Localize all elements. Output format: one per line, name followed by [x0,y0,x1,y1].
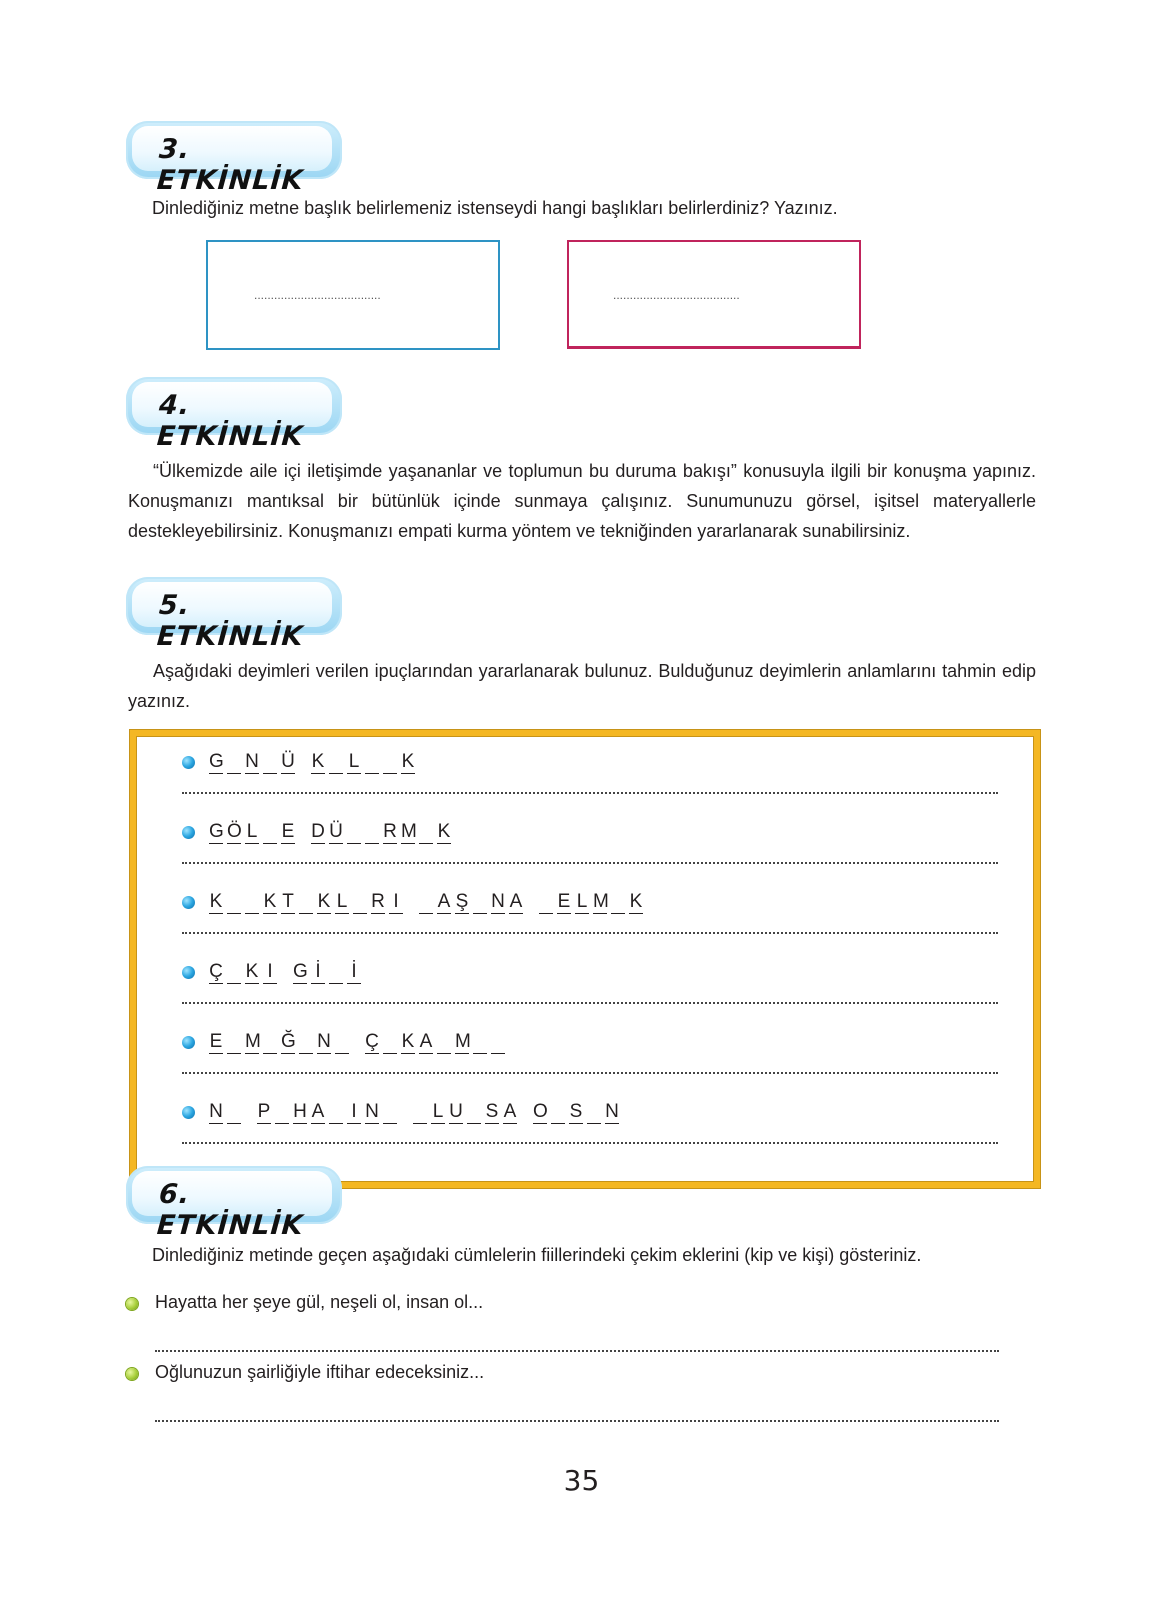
letter-slot: Ö [227,820,242,842]
letter-slot: T [282,890,294,912]
answer-line[interactable] [182,792,998,794]
green-bullet-icon [126,1298,138,1310]
idiom-puzzle-row [182,818,455,846]
letter-slot: N [317,1030,331,1052]
blank-slot[interactable] [383,1101,397,1124]
blue-bullet-icon [182,756,195,769]
blank-slot[interactable] [437,1031,451,1054]
letter-slot: I [389,891,403,914]
green-bullet-icon [126,1368,138,1380]
letter-slot: U [449,1100,463,1122]
letter-slot: N [365,1100,379,1122]
letter-slot: M [401,820,417,842]
letter-slot: S [569,1100,583,1122]
activity-5-instruction: Aşağıdaki deyimleri verilen ipuçlarından yararlanarak bulunuz. Bulduğunuz deyimlerin anlamlarını tahmin edip yazınız. [128,661,1036,711]
blank-slot[interactable] [227,751,241,774]
letter-slot: İ [347,961,361,984]
idiom-letters [209,961,365,984]
idiom-letters [209,891,647,914]
blank-slot[interactable] [227,1101,241,1124]
blue-bullet-icon [182,1036,195,1049]
letter-slot: K [317,890,331,912]
answer-line[interactable] [155,1420,999,1422]
blank-slot[interactable] [467,1101,481,1124]
blue-bullet-icon [182,1106,195,1119]
blank-slot[interactable] [491,1031,505,1054]
activity-5-title: 5. ETKİNLİK [155,590,305,652]
blank-slot[interactable] [263,821,277,844]
letter-slot: M [245,1030,261,1052]
answer-line[interactable] [182,1002,998,1004]
letter-slot: N [245,750,259,772]
sentence-item: Oğlunuzun şairliğiyle iftihar edeceksiniz... [155,1362,485,1382]
blank-slot[interactable] [383,1031,397,1054]
blank-slot[interactable] [413,1101,427,1124]
activity-3-instruction: Dinlediğiniz metne başlık belirlemeniz istenseydi hangi başlıkları belirlerdiniz? Yazınız. [152,198,838,218]
activity-6-badge [126,1166,342,1241]
blank-slot[interactable] [539,891,553,914]
blank-slot[interactable] [347,821,361,844]
letter-slot: N [491,890,505,912]
letter-slot: E [557,890,571,912]
letter-slot: L [576,890,588,912]
letter-slot: K [311,750,325,772]
letter-slot: L [348,750,360,772]
letter-slot: K [437,820,451,842]
blank-slot[interactable] [353,891,367,914]
letter-slot: N [209,1100,223,1122]
answer-line[interactable] [182,862,998,864]
blank-slot[interactable] [587,1101,601,1124]
blue-bullet-icon [182,966,195,979]
letter-slot: A [419,1030,433,1052]
letter-slot: I [347,1101,361,1124]
letter-slot: A [503,1100,517,1122]
letter-slot: P [257,1100,271,1122]
idiom-puzzle-row [182,1098,623,1126]
activity-3-badge [126,121,342,196]
idiom-letters [209,1031,509,1054]
answer-line[interactable] [182,932,998,934]
activity-5-badge [126,577,342,652]
blank-slot[interactable] [383,751,397,774]
blank-slot[interactable] [263,1031,277,1054]
idiom-puzzle-row [182,748,419,776]
blank-slot[interactable] [275,1101,289,1124]
letter-slot: G [209,820,224,842]
letter-slot: L [336,890,348,912]
letter-slot: Ü [329,820,343,842]
idiom-letters [209,751,419,774]
blank-slot[interactable] [335,1031,349,1054]
letter-slot: D [311,820,325,842]
blank-slot[interactable] [245,891,259,914]
answer-line[interactable] [182,1142,998,1144]
blank-slot[interactable] [365,751,379,774]
letter-slot: İ [311,961,325,984]
letter-slot: A [509,890,523,912]
idiom-letters [209,1101,623,1124]
blank-slot[interactable] [227,961,241,984]
letter-slot: A [311,1100,325,1122]
title-answer-box-left[interactable] [206,240,500,350]
blank-slot[interactable] [329,751,343,774]
letter-slot: G [293,960,308,982]
title-answer-box-right[interactable] [567,240,861,349]
letter-slot: K [401,1030,415,1052]
answer-dots: ...................................... [613,288,740,302]
letter-slot: K [245,960,259,982]
activity-6-instruction: Dinlediğiniz metinde geçen aşağıdaki cümlelerin fiillerindeki çekim eklerini (kip ve kişi) gösteriniz. [152,1245,922,1265]
activity-6-title: 6. ETKİNLİK [155,1179,305,1241]
blank-slot[interactable] [329,961,343,984]
blank-slot[interactable] [299,891,313,914]
letter-slot: I [263,961,277,984]
blank-slot[interactable] [263,751,277,774]
blank-slot[interactable] [419,891,433,914]
blank-slot[interactable] [227,1031,241,1054]
blank-slot[interactable] [299,1031,313,1054]
sentence-item: Hayatta her şeye gül, neşeli ol, insan ol... [155,1292,484,1312]
letter-slot: K [209,890,223,912]
answer-line[interactable] [155,1350,999,1352]
blank-slot[interactable] [419,821,433,844]
idiom-puzzle-row [182,888,647,916]
activity-4-title: 4. ETKİNLİK [155,390,305,452]
blank-slot[interactable] [365,821,379,844]
letter-slot: Ç [209,960,223,982]
letter-slot: K [401,750,415,772]
idiom-puzzle-row [182,958,365,986]
letter-slot: O [533,1100,548,1122]
idiom-letters [209,821,455,844]
blank-slot[interactable] [551,1101,565,1124]
blank-slot[interactable] [473,891,487,914]
letter-slot: G [209,750,224,772]
letter-slot: K [629,890,643,912]
letter-slot: R [383,820,397,842]
letter-slot: A [437,890,451,912]
letter-slot: N [605,1100,619,1122]
letter-slot: M [593,890,609,912]
blank-slot[interactable] [227,891,241,914]
letter-slot: E [281,820,295,842]
blue-bullet-icon [182,896,195,909]
letter-slot: Ü [281,750,295,772]
letter-slot: K [263,890,277,912]
letter-slot: S [485,1100,499,1122]
activity-4-badge [126,377,342,452]
activity-4-text: “Ülkemizde aile içi iletişimde yaşananlar ve toplumun bu duruma bakışı” konusuyla ilgili bir konuşma yapınız. Konuşmanızı mantıksal bir bütünlük içinde sunmaya çalışınız. Sunumunuzu görsel, işitsel materyallerle destekleyebilirsiniz. Konuşmanızı empati kurma yöntem ve tekniğinden yararlanarak sunabilirsiniz. [128,461,1036,541]
letter-slot: L [246,820,258,842]
letter-slot: H [293,1100,307,1122]
idiom-puzzle-row [182,1028,509,1056]
blank-slot[interactable] [611,891,625,914]
activity-3-title: 3. ETKİNLİK [155,134,305,196]
page-number: 35 [563,1464,600,1497]
answer-dots: ...................................... [254,288,381,302]
blank-slot[interactable] [329,1101,343,1124]
letter-slot: Ğ [281,1030,296,1052]
letter-slot: R [371,890,385,912]
blank-slot[interactable] [473,1031,487,1054]
blue-bullet-icon [182,826,195,839]
letter-slot: Ş [455,890,469,912]
letter-slot: Ç [365,1030,379,1052]
letter-slot: E [209,1030,223,1052]
letter-slot: M [455,1030,471,1052]
letter-slot: L [432,1100,444,1122]
answer-line[interactable] [182,1072,998,1074]
